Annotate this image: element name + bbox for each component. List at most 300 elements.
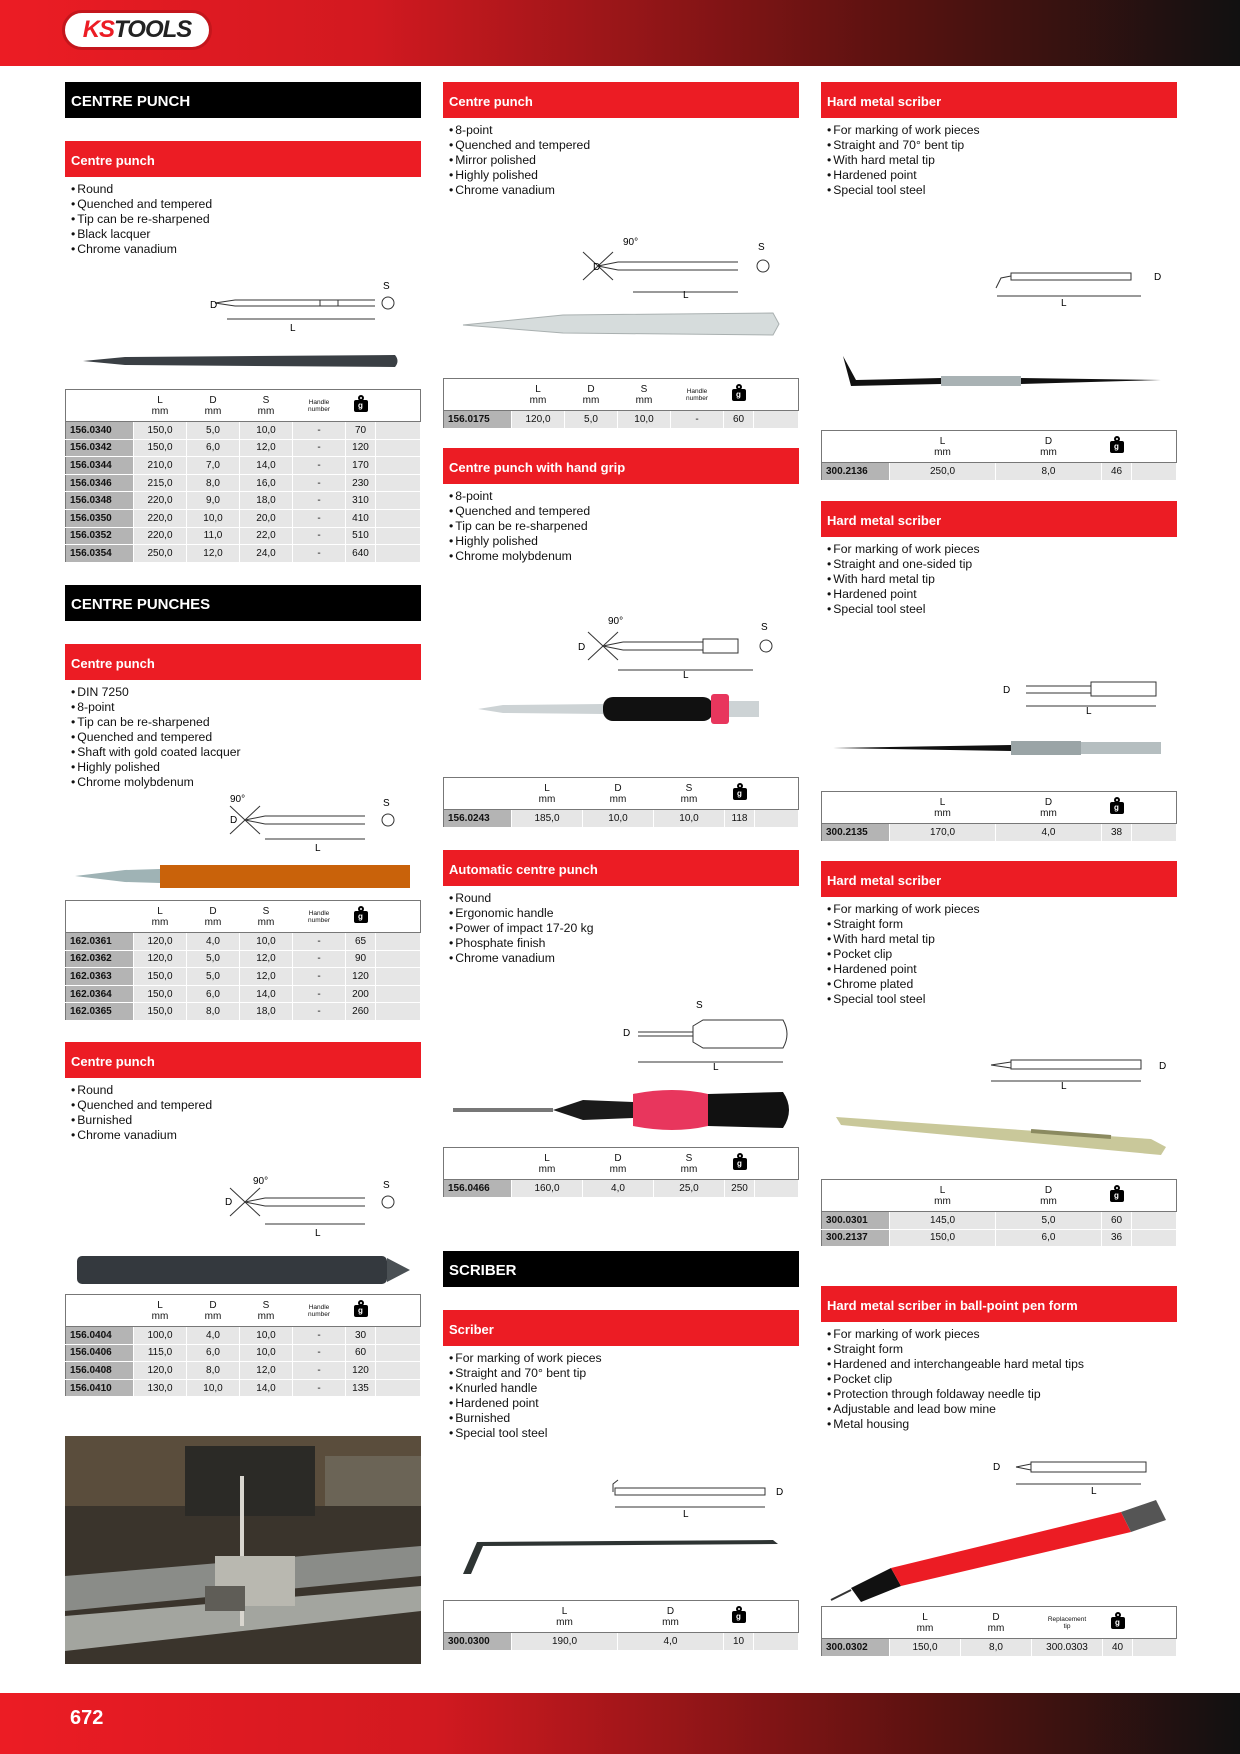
table-row xyxy=(66,1327,421,1345)
table-cell: 185,0 xyxy=(512,810,583,828)
table-cell: 200 xyxy=(346,985,376,1003)
table-cell: 90 xyxy=(346,950,376,968)
table-cell: 6,0 xyxy=(187,439,240,457)
feature-item: • Burnished xyxy=(449,1411,793,1426)
table-cell: 150,0 xyxy=(134,439,187,457)
table-cell: 220,0 xyxy=(134,527,187,545)
article-number: 156.0410 xyxy=(66,1379,134,1397)
spec-table: L mm D mm S mm g 156.0466 160,0 4,0 25,0 250 xyxy=(443,1147,799,1198)
feature-list xyxy=(443,1346,799,1441)
product-title: Hard metal scriber in ball-point pen form xyxy=(821,1286,1177,1322)
table-row xyxy=(66,492,421,510)
feature-list xyxy=(65,1078,421,1143)
table-cell: 10,0 xyxy=(654,810,725,828)
table-cell: 118 xyxy=(725,810,755,828)
table-cell: 210,0 xyxy=(134,457,187,475)
feature-item: • Shaft with gold coated lacquer xyxy=(71,745,415,760)
feature-item: • Hardened point xyxy=(827,168,1171,183)
article-number: 156.0352 xyxy=(66,527,134,545)
table-cell: 12,0 xyxy=(240,439,293,457)
table-cell: - xyxy=(293,474,346,492)
article-number: 156.0466 xyxy=(444,1180,512,1198)
table-cell: - xyxy=(293,968,346,986)
feature-item: • Quenched and tempered xyxy=(71,730,415,745)
table-row xyxy=(822,824,1177,842)
product-156-0175 xyxy=(443,82,799,425)
feature-list xyxy=(821,118,1177,198)
feature-item: • 8-point xyxy=(449,123,793,138)
feature-item: • Black lacquer xyxy=(71,227,415,242)
feature-list xyxy=(443,886,799,966)
table-cell: 10,0 xyxy=(240,1327,293,1345)
product-image xyxy=(443,688,799,728)
article-number: 156.0340 xyxy=(66,422,134,440)
svg-text:D: D xyxy=(593,262,601,273)
svg-text:D: D xyxy=(1154,272,1162,283)
spec-table: L mm D mm S mm g 156.0243 185,0 10,0 10,0 118 xyxy=(443,777,799,828)
table-cell: 12,0 xyxy=(240,1362,293,1380)
svg-text:L: L xyxy=(315,843,321,854)
feature-list xyxy=(443,118,799,198)
product-title: Centre punch xyxy=(65,141,421,177)
table-cell: - xyxy=(293,545,346,563)
product-300-2136 xyxy=(821,82,1177,477)
product-image xyxy=(443,1532,799,1582)
spec-table: L mm D mm g 300.0301 145,0 5,0 60 300.2137 150,0 6,0 36 xyxy=(821,1179,1177,1247)
feature-item: • For marking of work pieces xyxy=(827,123,1171,138)
technical-drawing xyxy=(821,1454,1177,1498)
product-300-0302 xyxy=(821,1286,1177,1653)
table-cell: 25,0 xyxy=(654,1180,725,1198)
table-row xyxy=(66,545,421,563)
feature-item: • DIN 7250 xyxy=(71,685,415,700)
table-row xyxy=(444,1180,799,1198)
feature-item: • With hard metal tip xyxy=(827,153,1171,168)
table-cell: 640 xyxy=(346,545,376,563)
table-cell: 60 xyxy=(1102,1212,1132,1230)
weight-icon: g xyxy=(1109,797,1125,815)
technical-drawing xyxy=(65,277,421,333)
table-cell-empty xyxy=(376,545,421,563)
article-number: 156.0408 xyxy=(66,1362,134,1380)
table-cell: 12,0 xyxy=(187,545,240,563)
feature-item: • Round xyxy=(449,891,793,906)
svg-text:S: S xyxy=(383,1180,390,1191)
table-row xyxy=(66,968,421,986)
table-cell: - xyxy=(293,933,346,951)
svg-text:D: D xyxy=(225,1197,233,1208)
technical-drawing xyxy=(443,612,799,680)
product-162-0361 xyxy=(65,644,421,1018)
svg-text:L: L xyxy=(683,670,689,680)
table-cell: 5,0 xyxy=(565,411,618,429)
table-cell: 6,0 xyxy=(187,1344,240,1362)
feature-item: • Tip can be re-sharpened xyxy=(449,519,793,534)
svg-text:L: L xyxy=(683,1509,689,1520)
table-cell: - xyxy=(293,457,346,475)
table-cell: 10,0 xyxy=(583,810,654,828)
table-cell: 22,0 xyxy=(240,527,293,545)
svg-text:S: S xyxy=(761,622,768,633)
footer-bar xyxy=(0,1693,1240,1754)
page-number: 672 xyxy=(70,1707,104,1729)
feature-item: • With hard metal tip xyxy=(827,932,1171,947)
technical-drawing xyxy=(65,794,421,854)
table-cell: 38 xyxy=(1102,824,1132,842)
article-number: 162.0364 xyxy=(66,985,134,1003)
feature-item: • Burnished xyxy=(71,1113,415,1128)
section-centre-punch xyxy=(65,82,421,118)
article-number: 300.0300 xyxy=(444,1633,512,1651)
svg-text:S: S xyxy=(383,281,390,292)
feature-item: • Pocket clip xyxy=(827,947,1171,962)
article-number: 162.0361 xyxy=(66,933,134,951)
weight-icon: g xyxy=(732,783,748,801)
table-cell-empty xyxy=(1132,1212,1177,1230)
article-number: 300.2137 xyxy=(822,1229,890,1247)
section-scriber xyxy=(443,1251,799,1287)
table-cell: 10,0 xyxy=(187,509,240,527)
table-row xyxy=(444,1633,799,1651)
svg-text:D: D xyxy=(1003,685,1011,696)
feature-item: • Quenched and tempered xyxy=(71,1098,415,1113)
table-cell-empty xyxy=(1132,463,1177,481)
table-cell: 65 xyxy=(346,933,376,951)
table-cell: 24,0 xyxy=(240,545,293,563)
product-300-0301 xyxy=(821,861,1177,1244)
header-bar xyxy=(0,0,1240,66)
table-cell: 6,0 xyxy=(996,1229,1102,1247)
table-cell: 115,0 xyxy=(134,1344,187,1362)
feature-item: • Chrome vanadium xyxy=(449,951,793,966)
technical-drawing xyxy=(443,230,799,300)
feature-item: • Highly polished xyxy=(449,168,793,183)
article-number: 156.0243 xyxy=(444,810,512,828)
feature-list xyxy=(821,897,1177,1007)
feature-item: • Chrome molybdenum xyxy=(71,775,415,790)
table-cell: 8,0 xyxy=(187,1362,240,1380)
section-centre-punches xyxy=(65,585,421,621)
table-cell: 120,0 xyxy=(134,950,187,968)
svg-text:90°: 90° xyxy=(253,1176,269,1187)
svg-text:D: D xyxy=(230,815,238,826)
table-cell: 14,0 xyxy=(240,985,293,1003)
spec-table: L mm D mm Replacement tip g 300.0302 150,0 8,0 300.0303 40 xyxy=(821,1606,1177,1657)
article-number: 300.2136 xyxy=(822,463,890,481)
svg-text:L: L xyxy=(683,290,689,300)
table-cell-empty xyxy=(376,439,421,457)
table-cell-empty xyxy=(376,1344,421,1362)
feature-item: • Special tool steel xyxy=(449,1426,793,1441)
article-number: 156.0346 xyxy=(66,474,134,492)
weight-icon: g xyxy=(353,906,369,924)
table-cell: 14,0 xyxy=(240,457,293,475)
product-156-0404 xyxy=(65,1042,421,1394)
svg-text:D: D xyxy=(210,300,218,311)
table-row xyxy=(66,1362,421,1380)
table-cell: 300.0303 xyxy=(1032,1639,1103,1657)
ks-tools-logo[interactable]: KS TOOLS xyxy=(62,10,212,50)
table-cell: 10,0 xyxy=(187,1379,240,1397)
table-cell: 4,0 xyxy=(618,1633,724,1651)
table-cell-empty xyxy=(376,509,421,527)
workshop-photo xyxy=(65,1436,421,1664)
weight-icon: g xyxy=(353,395,369,413)
table-cell-empty xyxy=(376,457,421,475)
table-cell: 30 xyxy=(346,1327,376,1345)
feature-item: • Chrome plated xyxy=(827,977,1171,992)
table-cell-empty xyxy=(755,810,799,828)
table-row xyxy=(66,1344,421,1362)
table-cell: 14,0 xyxy=(240,1379,293,1397)
table-cell: 36 xyxy=(1102,1229,1132,1247)
spec-table: L mm D mm g 300.2135 170,0 4,0 38 xyxy=(821,791,1177,842)
table-cell: - xyxy=(293,1327,346,1345)
table-cell: 46 xyxy=(1102,463,1132,481)
article-number: 156.0406 xyxy=(66,1344,134,1362)
article-number: 300.0301 xyxy=(822,1212,890,1230)
feature-item: • Mirror polished xyxy=(449,153,793,168)
table-row xyxy=(822,463,1177,481)
table-cell: - xyxy=(293,985,346,1003)
table-cell: 120,0 xyxy=(134,1362,187,1380)
table-cell: 60 xyxy=(724,411,754,429)
table-cell: 120,0 xyxy=(512,411,565,429)
svg-text:L: L xyxy=(290,323,296,333)
table-cell: 60 xyxy=(346,1344,376,1362)
table-cell-empty xyxy=(376,1327,421,1345)
table-row xyxy=(66,933,421,951)
feature-item: • Straight and 70° bent tip xyxy=(827,138,1171,153)
product-156-0243 xyxy=(443,448,799,824)
table-cell: 120 xyxy=(346,1362,376,1380)
article-number: 162.0365 xyxy=(66,1003,134,1021)
feature-item: • Straight form xyxy=(827,1342,1171,1357)
svg-text:90°: 90° xyxy=(608,616,624,627)
feature-list xyxy=(821,537,1177,617)
feature-item: • Special tool steel xyxy=(827,602,1171,617)
table-cell-empty xyxy=(376,933,421,951)
weight-icon: g xyxy=(1109,436,1125,454)
table-cell: 6,0 xyxy=(187,985,240,1003)
weight-icon: g xyxy=(353,1300,369,1318)
product-title: Centre punch xyxy=(443,82,799,118)
article-number: 300.0302 xyxy=(822,1639,890,1657)
article-number: 156.0342 xyxy=(66,439,134,457)
table-cell-empty xyxy=(376,422,421,440)
article-number: 156.0175 xyxy=(444,411,512,429)
table-cell-empty xyxy=(754,411,799,429)
table-cell-empty xyxy=(376,950,421,968)
table-cell: 410 xyxy=(346,509,376,527)
table-cell: 10,0 xyxy=(240,933,293,951)
svg-text:S: S xyxy=(383,798,390,809)
table-row xyxy=(66,985,421,1003)
feature-item: • For marking of work pieces xyxy=(449,1351,793,1366)
technical-drawing xyxy=(443,998,799,1073)
table-cell-empty xyxy=(376,474,421,492)
table-row xyxy=(66,527,421,545)
product-title: Hard metal scriber xyxy=(821,861,1177,897)
table-cell-empty xyxy=(376,527,421,545)
table-cell: 150,0 xyxy=(134,1003,187,1021)
table-cell: - xyxy=(293,527,346,545)
weight-icon: g xyxy=(731,1606,747,1624)
table-cell: 18,0 xyxy=(240,492,293,510)
svg-text:L: L xyxy=(1091,1486,1097,1497)
table-cell: - xyxy=(293,1344,346,1362)
table-cell: 10,0 xyxy=(240,422,293,440)
feature-list xyxy=(65,680,421,790)
product-title: Hard metal scriber xyxy=(821,82,1177,118)
table-cell: 20,0 xyxy=(240,509,293,527)
table-cell: 250 xyxy=(725,1180,755,1198)
table-cell: 8,0 xyxy=(961,1639,1032,1657)
feature-item: • Straight form xyxy=(827,917,1171,932)
feature-item: • Hardened point xyxy=(827,587,1171,602)
product-300-2135 xyxy=(821,501,1177,838)
product-156-0340 xyxy=(65,141,421,559)
table-cell: 8,0 xyxy=(187,474,240,492)
product-title: Scriber xyxy=(443,1310,799,1346)
article-number: 156.0350 xyxy=(66,509,134,527)
table-cell: 12,0 xyxy=(240,950,293,968)
svg-text:90°: 90° xyxy=(623,237,639,248)
table-cell: 260 xyxy=(346,1003,376,1021)
table-cell: 8,0 xyxy=(996,463,1102,481)
svg-text:L: L xyxy=(1061,298,1067,309)
table-row xyxy=(66,439,421,457)
section-title: CENTRE PUNCH xyxy=(65,82,421,118)
table-cell: 70 xyxy=(346,422,376,440)
table-cell: 10,0 xyxy=(240,1344,293,1362)
table-cell: 16,0 xyxy=(240,474,293,492)
feature-item: • Chrome molybdenum xyxy=(449,549,793,564)
table-cell: 9,0 xyxy=(187,492,240,510)
svg-text:D: D xyxy=(623,1028,631,1039)
feature-list xyxy=(65,177,421,257)
table-cell: - xyxy=(671,411,724,429)
weight-icon: g xyxy=(732,1153,748,1171)
product-title: Automatic centre punch xyxy=(443,850,799,886)
feature-item: • With hard metal tip xyxy=(827,572,1171,587)
feature-item: • Round xyxy=(71,1083,415,1098)
table-cell-empty xyxy=(376,1362,421,1380)
table-cell: 215,0 xyxy=(134,474,187,492)
feature-item: • Chrome vanadium xyxy=(71,242,415,257)
table-cell: 11,0 xyxy=(187,527,240,545)
table-row xyxy=(66,1003,421,1021)
feature-item: • Quenched and tempered xyxy=(71,197,415,212)
product-image xyxy=(65,1250,421,1290)
table-cell: 10,0 xyxy=(618,411,671,429)
technical-drawing xyxy=(65,1174,421,1238)
table-cell: 5,0 xyxy=(187,422,240,440)
product-image xyxy=(65,347,421,373)
table-row xyxy=(822,1229,1177,1247)
table-cell: 310 xyxy=(346,492,376,510)
table-cell: 220,0 xyxy=(134,492,187,510)
feature-item: • Power of impact 17-20 kg xyxy=(449,921,793,936)
table-cell-empty xyxy=(755,1180,799,1198)
svg-text:L: L xyxy=(713,1062,719,1073)
table-cell: 150,0 xyxy=(134,968,187,986)
feature-item: • Straight and 70° bent tip xyxy=(449,1366,793,1381)
feature-item: • Adjustable and lead bow mine xyxy=(827,1402,1171,1417)
product-image xyxy=(821,348,1177,392)
table-row xyxy=(66,474,421,492)
svg-text:S: S xyxy=(696,1000,703,1011)
svg-text:S: S xyxy=(758,242,765,253)
feature-item: • Quenched and tempered xyxy=(449,504,793,519)
article-number: 300.2135 xyxy=(822,824,890,842)
spec-table: L mm D mm S mm Handle number g 156.0404 100,0 4,0 10,0 - 30 156.0406 115,0 6,0 10,0 - 60 156.0408 120,0 8,0 12,0 - 120 156.0410 130,0 10,0 14,0 - 135 xyxy=(65,1294,421,1397)
table-cell: 5,0 xyxy=(996,1212,1102,1230)
table-row xyxy=(444,810,799,828)
section-title: SCRIBER xyxy=(443,1251,799,1287)
spec-table: L mm D mm g 300.0300 190,0 4,0 10 xyxy=(443,1600,799,1651)
product-title: Centre punch xyxy=(65,1042,421,1078)
table-cell: - xyxy=(293,1379,346,1397)
feature-item: • 8-point xyxy=(71,700,415,715)
table-cell: - xyxy=(293,422,346,440)
table-cell: 190,0 xyxy=(512,1633,618,1651)
feature-item: • Hardened point xyxy=(827,962,1171,977)
spec-table: L mm D mm S mm Handle number g 162.0361 120,0 4,0 10,0 - 65 162.0362 120,0 5,0 12,0 - 90 162.0363 150,0 5,0 12,0 - 120 162.0364 150,0 6,0 14,0 - 200 162.0365 150,0 8,0 18,0 - 260 xyxy=(65,900,421,1021)
feature-item: • Chrome vanadium xyxy=(71,1128,415,1143)
article-number: 156.0344 xyxy=(66,457,134,475)
table-cell: 230 xyxy=(346,474,376,492)
table-cell: 220,0 xyxy=(134,509,187,527)
table-cell-empty xyxy=(1132,1229,1177,1247)
table-cell: 100,0 xyxy=(134,1327,187,1345)
article-number: 162.0362 xyxy=(66,950,134,968)
article-number: 156.0348 xyxy=(66,492,134,510)
table-cell: 150,0 xyxy=(134,985,187,1003)
technical-drawing xyxy=(443,1470,799,1520)
svg-text:L: L xyxy=(315,1228,321,1238)
feature-item: • Round xyxy=(71,182,415,197)
table-cell: 150,0 xyxy=(134,422,187,440)
table-cell: 250,0 xyxy=(134,545,187,563)
table-cell: 8,0 xyxy=(187,1003,240,1021)
table-cell: 5,0 xyxy=(187,950,240,968)
svg-text:D: D xyxy=(1159,1061,1167,1072)
product-image xyxy=(821,733,1177,763)
feature-item: • Special tool steel xyxy=(827,183,1171,198)
table-cell: 4,0 xyxy=(187,933,240,951)
article-number: 156.0354 xyxy=(66,545,134,563)
svg-text:D: D xyxy=(993,1462,1001,1473)
table-cell: 135 xyxy=(346,1379,376,1397)
table-cell: 5,0 xyxy=(187,968,240,986)
table-cell: - xyxy=(293,1003,346,1021)
table-cell-empty xyxy=(376,492,421,510)
table-cell: 160,0 xyxy=(512,1180,583,1198)
feature-item: • Phosphate finish xyxy=(449,936,793,951)
technical-drawing xyxy=(821,1051,1177,1091)
feature-item: • Knurled handle xyxy=(449,1381,793,1396)
table-cell: 145,0 xyxy=(890,1212,996,1230)
table-cell: 4,0 xyxy=(583,1180,654,1198)
table-cell: - xyxy=(293,950,346,968)
table-cell: 250,0 xyxy=(890,463,996,481)
table-cell: - xyxy=(293,439,346,457)
feature-item: • For marking of work pieces xyxy=(827,542,1171,557)
table-cell-empty xyxy=(376,985,421,1003)
table-cell: 4,0 xyxy=(996,824,1102,842)
table-cell-empty xyxy=(376,1379,421,1397)
